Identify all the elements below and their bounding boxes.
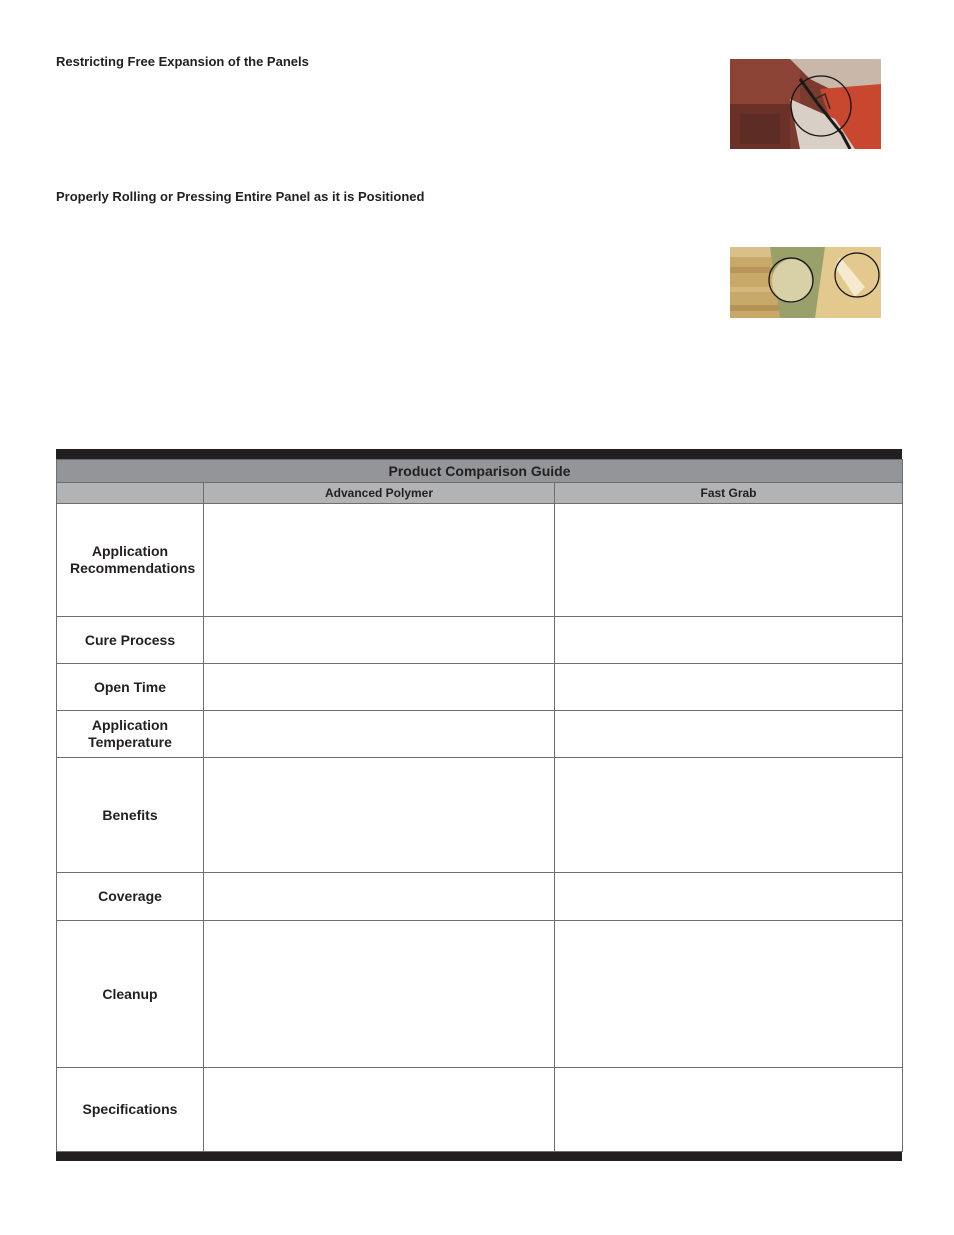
- column-header-advanced-polymer: Advanced Polymer: [204, 483, 555, 504]
- row-label-cleanup: Cleanup: [57, 921, 204, 1068]
- table-row: [57, 921, 903, 1068]
- cell-fast-grab: [555, 504, 903, 617]
- cell-fast-grab: [555, 711, 903, 758]
- cell-advanced-polymer: [204, 1068, 555, 1152]
- table-row: [57, 711, 903, 758]
- table-row: [57, 758, 903, 873]
- cracked-panel-photo: [730, 59, 881, 149]
- product-comparison-guide: [56, 449, 902, 1161]
- cell-fast-grab: [555, 617, 903, 664]
- cell-fast-grab: [555, 1068, 903, 1152]
- table-title: Product Comparison Guide: [57, 460, 903, 483]
- table-top-bar: [56, 449, 902, 459]
- cell-advanced-polymer: [204, 873, 555, 921]
- rolling-pressing-heading: Properly Rolling or Pressing Entire Panel as it is Positioned: [56, 189, 425, 204]
- row-label-specifications: Specifications: [57, 1068, 204, 1152]
- row-label-coverage: Coverage: [57, 873, 204, 921]
- cell-advanced-polymer: [204, 504, 555, 617]
- comparison-table: [56, 459, 903, 1152]
- table-bottom-bar: [56, 1152, 902, 1161]
- panel-bubble-photo: [730, 247, 881, 318]
- cell-advanced-polymer: [204, 758, 555, 873]
- cell-fast-grab: [555, 873, 903, 921]
- row-label-open-time: Open Time: [57, 664, 204, 711]
- table-row: [57, 873, 903, 921]
- cell-fast-grab: [555, 921, 903, 1068]
- row-label-application-recommendations: Application Recommendations: [57, 504, 204, 617]
- column-header-blank: [57, 483, 204, 504]
- cell-advanced-polymer: [204, 921, 555, 1068]
- row-label-benefits: Benefits: [57, 758, 204, 873]
- cell-advanced-polymer: [204, 711, 555, 758]
- cell-fast-grab: [555, 758, 903, 873]
- cell-advanced-polymer: [204, 664, 555, 711]
- cell-advanced-polymer: [204, 617, 555, 664]
- column-header-fast-grab: Fast Grab: [555, 483, 903, 504]
- table-row: [57, 617, 903, 664]
- row-label-cure-process: Cure Process: [57, 617, 204, 664]
- table-row: [57, 1068, 903, 1152]
- cell-fast-grab: [555, 664, 903, 711]
- table-row: [57, 504, 903, 617]
- table-row: [57, 664, 903, 711]
- row-label-application-temperature: Application Temperature: [57, 711, 204, 758]
- restricting-expansion-heading: Restricting Free Expansion of the Panels: [56, 54, 309, 69]
